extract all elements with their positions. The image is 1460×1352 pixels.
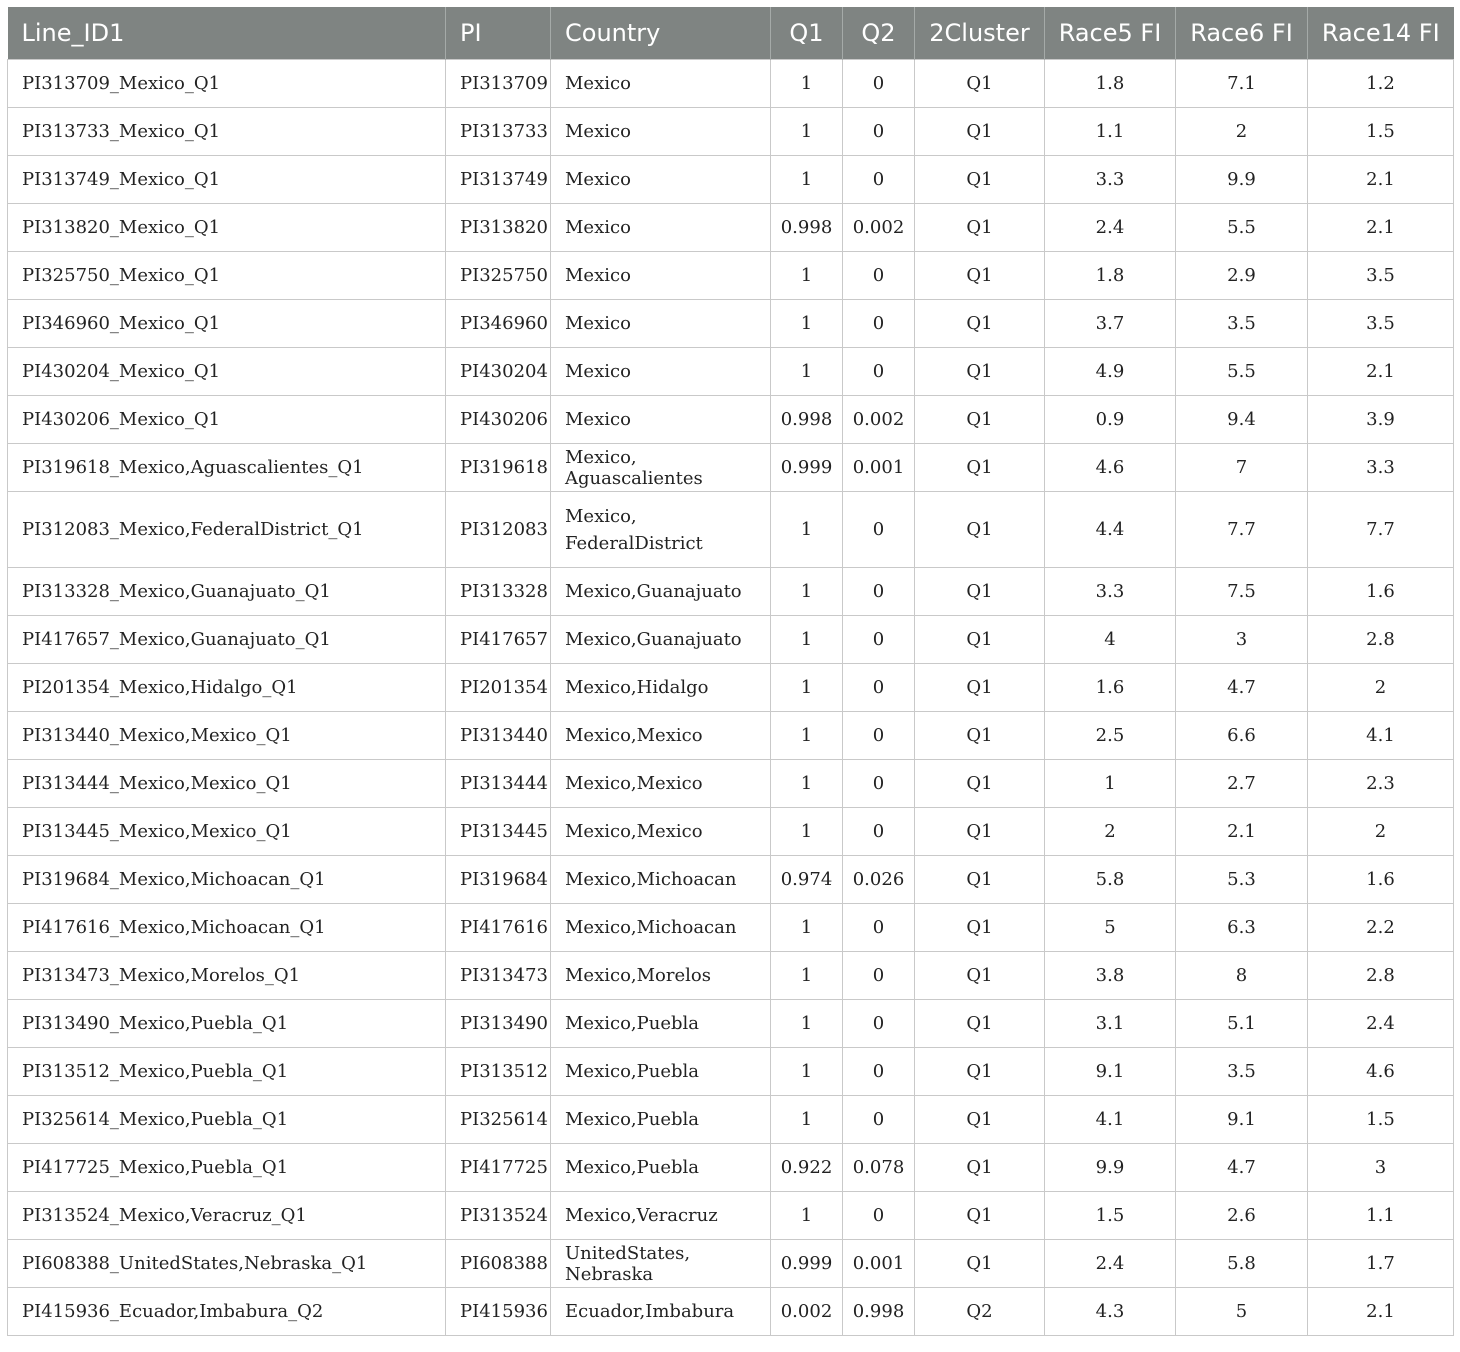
table-row: [8, 760, 1454, 808]
line-id-cell: PI325750_Mexico_Q1: [8, 252, 446, 300]
country-cell: Mexico, Aguascalientes: [551, 444, 771, 492]
table-body: [8, 60, 1454, 1336]
q1-cell: 0.999: [771, 444, 843, 492]
race5-fi-cell: 2.4: [1045, 1240, 1176, 1288]
cluster-cell: Q1: [915, 252, 1045, 300]
race6-fi-cell: 8: [1176, 952, 1308, 1000]
line-id-cell: PI417616_Mexico,Michoacan_Q1: [8, 904, 446, 952]
race5-fi-cell: 3.1: [1045, 1000, 1176, 1048]
q2-cell: 0.002: [843, 204, 915, 252]
q2-cell: 0: [843, 616, 915, 664]
pi-cell: PI313749: [446, 156, 551, 204]
race14-fi-cell: 2.8: [1308, 616, 1454, 664]
q1-cell: 1: [771, 252, 843, 300]
q2-cell: 0: [843, 1192, 915, 1240]
line-id-cell: PI313444_Mexico,Mexico_Q1: [8, 760, 446, 808]
race14-fi-cell: 2.1: [1308, 348, 1454, 396]
race14-fi-cell: 3.9: [1308, 396, 1454, 444]
q2-cell: 0.001: [843, 1240, 915, 1288]
race5-fi-cell: 2: [1045, 808, 1176, 856]
q2-cell: 0.078: [843, 1144, 915, 1192]
race14-fi-cell: 2.1: [1308, 1288, 1454, 1336]
race5-fi-cell: 5.8: [1045, 856, 1176, 904]
race14-fi-cell: 2.2: [1308, 904, 1454, 952]
race14-fi-cell: 1.6: [1308, 568, 1454, 616]
race6-fi-cell: 7.5: [1176, 568, 1308, 616]
race6-fi-cell: 2.6: [1176, 1192, 1308, 1240]
table-row: [8, 952, 1454, 1000]
q1-cell: 0.998: [771, 396, 843, 444]
q2-cell: 0: [843, 60, 915, 108]
line-id-cell: PI313820_Mexico_Q1: [8, 204, 446, 252]
race5-fi-cell: 4.3: [1045, 1288, 1176, 1336]
q1-cell: 1: [771, 156, 843, 204]
table-row: [8, 1144, 1454, 1192]
table-row: [8, 1288, 1454, 1336]
race5-fi-cell: 4.4: [1045, 492, 1176, 568]
q1-cell: 1: [771, 808, 843, 856]
country-cell: Mexico: [551, 108, 771, 156]
table-row: [8, 712, 1454, 760]
cluster-cell: Q1: [915, 616, 1045, 664]
cluster-cell: Q1: [915, 300, 1045, 348]
race5-fi-cell: 4.1: [1045, 1096, 1176, 1144]
q1-cell: 0.922: [771, 1144, 843, 1192]
race5-fi-cell: 4.6: [1045, 444, 1176, 492]
pi-cell: PI417657: [446, 616, 551, 664]
race5-fi-cell: 4: [1045, 616, 1176, 664]
q2-cell: 0: [843, 568, 915, 616]
cluster-cell: Q1: [915, 492, 1045, 568]
header-race5-fi: Race5 FI: [1045, 7, 1176, 60]
country-cell: Mexico,Mexico: [551, 760, 771, 808]
country-cell: Ecuador,Imbabura: [551, 1288, 771, 1336]
country-cell: Mexico,Puebla: [551, 1048, 771, 1096]
race6-fi-cell: 2.7: [1176, 760, 1308, 808]
table-row: [8, 664, 1454, 712]
race14-fi-cell: 2.8: [1308, 952, 1454, 1000]
table-row: [8, 252, 1454, 300]
race6-fi-cell: 3: [1176, 616, 1308, 664]
cluster-cell: Q1: [915, 856, 1045, 904]
race14-fi-cell: 2.3: [1308, 760, 1454, 808]
country-cell: Mexico,Hidalgo: [551, 664, 771, 712]
race14-fi-cell: 3.5: [1308, 252, 1454, 300]
race6-fi-cell: 5.5: [1176, 348, 1308, 396]
cluster-cell: Q1: [915, 664, 1045, 712]
cluster-cell: Q1: [915, 712, 1045, 760]
line-id-cell: PI313749_Mexico_Q1: [8, 156, 446, 204]
line-id-cell: PI417725_Mexico,Puebla_Q1: [8, 1144, 446, 1192]
country-cell: Mexico,Michoacan: [551, 904, 771, 952]
line-id-cell: PI608388_UnitedStates,Nebraska_Q1: [8, 1240, 446, 1288]
pi-cell: PI417725: [446, 1144, 551, 1192]
country-cell: Mexico,Mexico: [551, 712, 771, 760]
pi-cell: PI313328: [446, 568, 551, 616]
race14-fi-cell: 7.7: [1308, 492, 1454, 568]
race6-fi-cell: 5.5: [1176, 204, 1308, 252]
line-id-cell: PI313512_Mexico,Puebla_Q1: [8, 1048, 446, 1096]
q1-cell: 0.998: [771, 204, 843, 252]
cluster-cell: Q1: [915, 1192, 1045, 1240]
table-row: [8, 60, 1454, 108]
race14-fi-cell: 2.4: [1308, 1000, 1454, 1048]
country-cell: Mexico,Michoacan: [551, 856, 771, 904]
race5-fi-cell: 2.5: [1045, 712, 1176, 760]
line-id-cell: PI325614_Mexico,Puebla_Q1: [8, 1096, 446, 1144]
q2-cell: 0: [843, 1096, 915, 1144]
line-id-cell: PI346960_Mexico_Q1: [8, 300, 446, 348]
table-row: [8, 1192, 1454, 1240]
pi-cell: PI319618: [446, 444, 551, 492]
pi-cell: PI312083: [446, 492, 551, 568]
q2-cell: 0: [843, 348, 915, 396]
country-cell: Mexico: [551, 300, 771, 348]
line-id-cell: PI312083_Mexico,FederalDistrict_Q1: [8, 492, 446, 568]
header-race6-fi: Race6 FI: [1176, 7, 1308, 60]
q2-cell: 0: [843, 904, 915, 952]
q2-cell: 0.002: [843, 396, 915, 444]
cluster-cell: Q1: [915, 204, 1045, 252]
line-id-cell: PI415936_Ecuador,Imbabura_Q2: [8, 1288, 446, 1336]
table-row: [8, 204, 1454, 252]
pi-cell: PI313820: [446, 204, 551, 252]
race6-fi-cell: 5.3: [1176, 856, 1308, 904]
line-id-cell: PI313445_Mexico,Mexico_Q1: [8, 808, 446, 856]
cluster-cell: Q1: [915, 904, 1045, 952]
header-q2: Q2: [843, 7, 915, 60]
race6-fi-cell: 2: [1176, 108, 1308, 156]
q1-cell: 1: [771, 712, 843, 760]
cluster-cell: Q1: [915, 760, 1045, 808]
q1-cell: 1: [771, 492, 843, 568]
q2-cell: 0: [843, 664, 915, 712]
cluster-cell: Q1: [915, 568, 1045, 616]
cluster-cell: Q1: [915, 1096, 1045, 1144]
table-row: [8, 444, 1454, 492]
header-row: [8, 7, 1454, 60]
race5-fi-cell: 2.4: [1045, 204, 1176, 252]
race6-fi-cell: 7.1: [1176, 60, 1308, 108]
country-cell: Mexico,Puebla: [551, 1096, 771, 1144]
cluster-cell: Q1: [915, 1048, 1045, 1096]
race6-fi-cell: 7.7: [1176, 492, 1308, 568]
line-id-cell: PI319684_Mexico,Michoacan_Q1: [8, 856, 446, 904]
race5-fi-cell: 1.8: [1045, 252, 1176, 300]
pi-cell: PI313490: [446, 1000, 551, 1048]
pi-cell: PI430204: [446, 348, 551, 396]
country-cell: Mexico,Puebla: [551, 1000, 771, 1048]
q2-cell: 0: [843, 1048, 915, 1096]
q1-cell: 1: [771, 760, 843, 808]
country-cell: Mexico: [551, 252, 771, 300]
q1-cell: 1: [771, 952, 843, 1000]
country-cell: Mexico,Guanajuato: [551, 616, 771, 664]
header-line-id: Line_ID1: [8, 7, 446, 60]
q2-cell: 0.026: [843, 856, 915, 904]
race6-fi-cell: 4.7: [1176, 1144, 1308, 1192]
country-cell: Mexico, FederalDistrict: [551, 492, 771, 568]
pi-cell: PI201354: [446, 664, 551, 712]
line-id-cell: PI430204_Mexico_Q1: [8, 348, 446, 396]
line-id-cell: PI430206_Mexico_Q1: [8, 396, 446, 444]
country-cell: Mexico,Morelos: [551, 952, 771, 1000]
race5-fi-cell: 0.9: [1045, 396, 1176, 444]
table-row: [8, 1240, 1454, 1288]
race6-fi-cell: 5.1: [1176, 1000, 1308, 1048]
cluster-cell: Q1: [915, 808, 1045, 856]
q2-cell: 0: [843, 808, 915, 856]
header-q1: Q1: [771, 7, 843, 60]
pi-cell: PI325614: [446, 1096, 551, 1144]
header-race14-fi: Race14 FI: [1308, 7, 1454, 60]
pi-cell: PI313733: [446, 108, 551, 156]
cluster-cell: Q1: [915, 1240, 1045, 1288]
table-row: [8, 904, 1454, 952]
race6-fi-cell: 6.6: [1176, 712, 1308, 760]
q1-cell: 1: [771, 904, 843, 952]
pi-cell: PI608388: [446, 1240, 551, 1288]
race6-fi-cell: 9.4: [1176, 396, 1308, 444]
country-cell: Mexico: [551, 204, 771, 252]
country-cell: Mexico,Guanajuato: [551, 568, 771, 616]
pi-cell: PI430206: [446, 396, 551, 444]
header-country: Country: [551, 7, 771, 60]
race6-fi-cell: 2.9: [1176, 252, 1308, 300]
race5-fi-cell: 1.1: [1045, 108, 1176, 156]
line-id-cell: PI313328_Mexico,Guanajuato_Q1: [8, 568, 446, 616]
race5-fi-cell: 1.8: [1045, 60, 1176, 108]
cluster-cell: Q1: [915, 1144, 1045, 1192]
q1-cell: 1: [771, 348, 843, 396]
header-pi: PI: [446, 7, 551, 60]
table-row: [8, 348, 1454, 396]
q2-cell: 0: [843, 300, 915, 348]
line-id-cell: PI313473_Mexico,Morelos_Q1: [8, 952, 446, 1000]
q1-cell: 1: [771, 568, 843, 616]
pi-cell: PI313524: [446, 1192, 551, 1240]
q2-cell: 0: [843, 492, 915, 568]
race5-fi-cell: 3.3: [1045, 156, 1176, 204]
q2-cell: 0: [843, 760, 915, 808]
race6-fi-cell: 4.7: [1176, 664, 1308, 712]
race14-fi-cell: 4.6: [1308, 1048, 1454, 1096]
country-cell: Mexico: [551, 156, 771, 204]
data-table-container: [7, 7, 1453, 1336]
table-row: [8, 156, 1454, 204]
race6-fi-cell: 9.9: [1176, 156, 1308, 204]
race14-fi-cell: 1.2: [1308, 60, 1454, 108]
line-id-cell: PI313524_Mexico,Veracruz_Q1: [8, 1192, 446, 1240]
race14-fi-cell: 3: [1308, 1144, 1454, 1192]
race14-fi-cell: 1.1: [1308, 1192, 1454, 1240]
cluster-cell: Q1: [915, 952, 1045, 1000]
race14-fi-cell: 1.5: [1308, 1096, 1454, 1144]
line-id-cell: PI313440_Mexico,Mexico_Q1: [8, 712, 446, 760]
race6-fi-cell: 3.5: [1176, 1048, 1308, 1096]
cluster-cell: Q1: [915, 60, 1045, 108]
q1-cell: 1: [771, 1096, 843, 1144]
race14-fi-cell: 3.3: [1308, 444, 1454, 492]
cluster-cell: Q1: [915, 444, 1045, 492]
table-row: [8, 108, 1454, 156]
table-row: [8, 808, 1454, 856]
q1-cell: 1: [771, 300, 843, 348]
table-header: [8, 7, 1454, 60]
pi-cell: PI313440: [446, 712, 551, 760]
table-row: [8, 1096, 1454, 1144]
table-row: [8, 492, 1454, 568]
race5-fi-cell: 1.5: [1045, 1192, 1176, 1240]
q2-cell: 0: [843, 712, 915, 760]
country-cell: Mexico: [551, 60, 771, 108]
q1-cell: 0.999: [771, 1240, 843, 1288]
country-cell: Mexico,Mexico: [551, 808, 771, 856]
pi-cell: PI319684: [446, 856, 551, 904]
pi-cell: PI313445: [446, 808, 551, 856]
q2-cell: 0: [843, 1000, 915, 1048]
pi-cell: PI415936: [446, 1288, 551, 1336]
pi-cell: PI313444: [446, 760, 551, 808]
q1-cell: 1: [771, 1048, 843, 1096]
q2-cell: 0: [843, 156, 915, 204]
q1-cell: 1: [771, 664, 843, 712]
q1-cell: 0.974: [771, 856, 843, 904]
race5-fi-cell: 1.6: [1045, 664, 1176, 712]
table-row: [8, 1048, 1454, 1096]
cluster-cell: Q1: [915, 348, 1045, 396]
header-2cluster: 2Cluster: [915, 7, 1045, 60]
q1-cell: 1: [771, 616, 843, 664]
q1-cell: 1: [771, 108, 843, 156]
race14-fi-cell: 2: [1308, 664, 1454, 712]
race5-fi-cell: 5: [1045, 904, 1176, 952]
table-row: [8, 396, 1454, 444]
country-cell: UnitedStates, Nebraska: [551, 1240, 771, 1288]
table-row: [8, 1000, 1454, 1048]
country-cell: Mexico,Veracruz: [551, 1192, 771, 1240]
line-id-cell: PI313709_Mexico_Q1: [8, 60, 446, 108]
q2-cell: 0: [843, 252, 915, 300]
race5-fi-cell: 4.9: [1045, 348, 1176, 396]
q1-cell: 1: [771, 1192, 843, 1240]
race14-fi-cell: 2.1: [1308, 204, 1454, 252]
pi-cell: PI325750: [446, 252, 551, 300]
cluster-cell: Q1: [915, 108, 1045, 156]
race14-fi-cell: 3.5: [1308, 300, 1454, 348]
country-cell: Mexico: [551, 348, 771, 396]
q2-cell: 0.001: [843, 444, 915, 492]
line-id-cell: PI417657_Mexico,Guanajuato_Q1: [8, 616, 446, 664]
race14-fi-cell: 2: [1308, 808, 1454, 856]
cluster-cell: Q1: [915, 396, 1045, 444]
q2-cell: 0.998: [843, 1288, 915, 1336]
race5-fi-cell: 1: [1045, 760, 1176, 808]
q2-cell: 0: [843, 108, 915, 156]
pi-cell: PI417616: [446, 904, 551, 952]
q2-cell: 0: [843, 952, 915, 1000]
q1-cell: 1: [771, 60, 843, 108]
table-row: [8, 856, 1454, 904]
table-row: [8, 568, 1454, 616]
race5-fi-cell: 9.9: [1045, 1144, 1176, 1192]
race14-fi-cell: 2.1: [1308, 156, 1454, 204]
pi-cell: PI313473: [446, 952, 551, 1000]
race14-fi-cell: 1.7: [1308, 1240, 1454, 1288]
q1-cell: 1: [771, 1000, 843, 1048]
race5-fi-cell: 3.7: [1045, 300, 1176, 348]
race6-fi-cell: 3.5: [1176, 300, 1308, 348]
pi-cell: PI313512: [446, 1048, 551, 1096]
race6-fi-cell: 7: [1176, 444, 1308, 492]
pi-cell: PI346960: [446, 300, 551, 348]
race14-fi-cell: 4.1: [1308, 712, 1454, 760]
race6-fi-cell: 5: [1176, 1288, 1308, 1336]
cluster-cell: Q1: [915, 1000, 1045, 1048]
race6-fi-cell: 9.1: [1176, 1096, 1308, 1144]
pi-cell: PI313709: [446, 60, 551, 108]
race14-fi-cell: 1.5: [1308, 108, 1454, 156]
table-row: [8, 300, 1454, 348]
race6-fi-cell: 5.8: [1176, 1240, 1308, 1288]
country-cell: Mexico,Puebla: [551, 1144, 771, 1192]
race5-fi-cell: 3.3: [1045, 568, 1176, 616]
country-cell: Mexico: [551, 396, 771, 444]
line-id-cell: PI319618_Mexico,Aguascalientes_Q1: [8, 444, 446, 492]
race6-fi-cell: 6.3: [1176, 904, 1308, 952]
race6-fi-cell: 2.1: [1176, 808, 1308, 856]
data-table: [7, 7, 1454, 1336]
q1-cell: 0.002: [771, 1288, 843, 1336]
race5-fi-cell: 3.8: [1045, 952, 1176, 1000]
line-id-cell: PI313733_Mexico_Q1: [8, 108, 446, 156]
table-row: [8, 616, 1454, 664]
line-id-cell: PI201354_Mexico,Hidalgo_Q1: [8, 664, 446, 712]
cluster-cell: Q2: [915, 1288, 1045, 1336]
cluster-cell: Q1: [915, 156, 1045, 204]
race14-fi-cell: 1.6: [1308, 856, 1454, 904]
race5-fi-cell: 9.1: [1045, 1048, 1176, 1096]
line-id-cell: PI313490_Mexico,Puebla_Q1: [8, 1000, 446, 1048]
